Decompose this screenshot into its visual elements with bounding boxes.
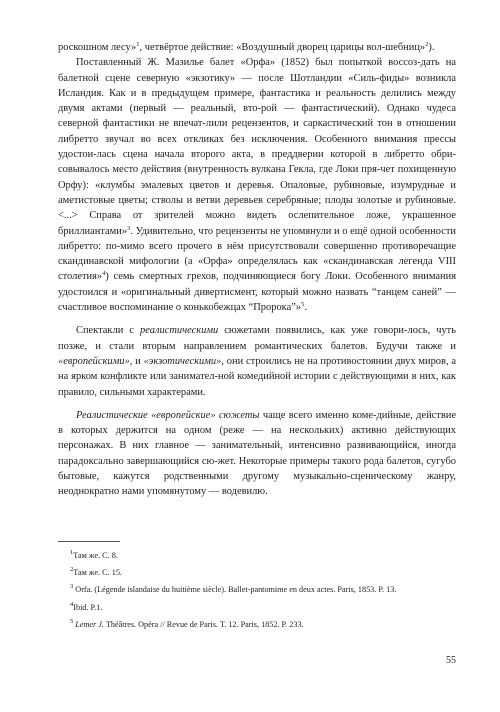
footnote-separator [58,541,120,542]
footnote-text: Там же. С. 15. [73,568,122,578]
text-run: . [304,302,307,314]
footnote-text: Ibid. P.1. [73,602,103,612]
text-run: Поставленный Ж. Мазилье балет «Орфа» (1852) был попыткой воссоз-дать на балетной сцене северную «экзотику» — после Шотландии «Силь-фиды» возникла Исландия. Как и в предыдущем примере, фантастика и реальность делились между двумя актами (первый — реальный, вто-рой — фантастический). Однако чудеса северной фантастики не впечат-лили рецензентов, и саркастический тон в отношении либретто звучал во всех откликах без исключения. Особенного внимания прессы удостои-лась сцена начала второго акта, в преддверии которой в либретто обри-совывалось место действия (внутренность вулкана Гекла, где Локи пря-чет похищенную Орфу): «клумбы эмалевых цветов и деревья. Опаловые, рубиновые, изумрудные и аметистовые цветы; стволы и ветви деревьев серебряные; плоды золотые и рубиновые. <...> Справа от зрителей можно видеть ослепительное ложе, украшенное бриллиантами» [58,57,456,237]
footnote-5 [58,619,456,630]
footnote-ref[interactable]: 5 [301,301,305,309]
footnote-ref[interactable]: 3 [127,224,131,232]
text-run: ). [428,42,435,53]
italic-term: «экзотическими» [143,355,222,367]
main-text [58,40,456,500]
footnote-2 [58,567,456,578]
italic-term: «европейскими» [58,355,130,367]
paragraph-realistic [58,323,456,399]
paragraph-continuation [58,40,456,55]
text-run: Спектакли с [76,325,141,337]
footnote-3 [58,584,456,595]
footnote-number: 4 [70,600,74,608]
text-run: ) семь смертных грехов, подчиняющиеся богу Локи. Особенного внимания удостоился и «оригинальный дивертисмент, который можно назвать “танцем саней” — счастливое воспоминание о конькобежцах “Пророка”» [58,271,456,314]
text-run: чаще всего именно коме-дийные, действие в которых держится на одном (реже — на нескольких) активно действующих персонажах. В них главное — занимательный, интенсивно развивающийся, иногда парадоксально завершающийся сю-жет. Некоторые примеры такого рода балетов, сугубо бытовые, кажутся родственными другому музыкально-сценическому жанру, неоднократно нами упомянутому — водевилю. [58,409,457,498]
footnote-number: 3 [70,583,74,591]
text-run: сюжетами появились, как уже говори-лось, чуть позже, и стали вторым направлением романтических балетов. Будучи также и [58,325,456,352]
footnote-number: 5 [70,617,74,625]
text-run: . Удивительно, что рецензенты не упомянули и о ещё одной особенности либретто: по-мимо всего прочего в нём присутствовали совершенно противоречащие скандинавской мифологии (а «Орфа» определялась как «скандинавская легенда VIII столетия» [58,225,456,283]
footnote-number: 1 [70,549,74,556]
italic-term: Реалистические «европейские» сюжеты [76,409,260,421]
paragraph-orfa [58,55,456,315]
footnote-4 [58,602,456,613]
page-number: 55 [446,655,456,666]
footnote-text: Orfa. (Légende islandaise du huitième siècle). Ballet-pantomime en deux actes. Paris, 1853. P. 13. [75,585,397,595]
paragraph-european [58,408,456,500]
text-run: роскошном лесу» [58,42,137,53]
footnote-ref[interactable]: 4 [102,270,106,278]
footnote-ref[interactable]: 2 [425,41,429,48]
text-run: , четвёртое действие: «Воздушный дворец царицы вол-шебниц» [139,42,426,53]
italic-term: реалистическими [140,325,219,337]
footnote-text: Там же. С. 8. [73,551,118,560]
footnote-text: Théâtres. Opéra // Revue de Paris. T. 12. Paris, 1852. P. 233. [103,619,304,629]
footnotes [58,550,456,636]
footnote-ref[interactable]: 1 [136,41,140,48]
footnote-author: Lemer J. [75,619,104,629]
text-run: , и [129,355,144,367]
footnote-1 [58,550,456,561]
footnote-number: 2 [70,566,74,574]
text-run: , они строились не на противостоянии двух миров, а на ярком конфликте или занимател-ной комедийной истории с действующими в них, как правило, сильными характерами. [58,355,457,398]
